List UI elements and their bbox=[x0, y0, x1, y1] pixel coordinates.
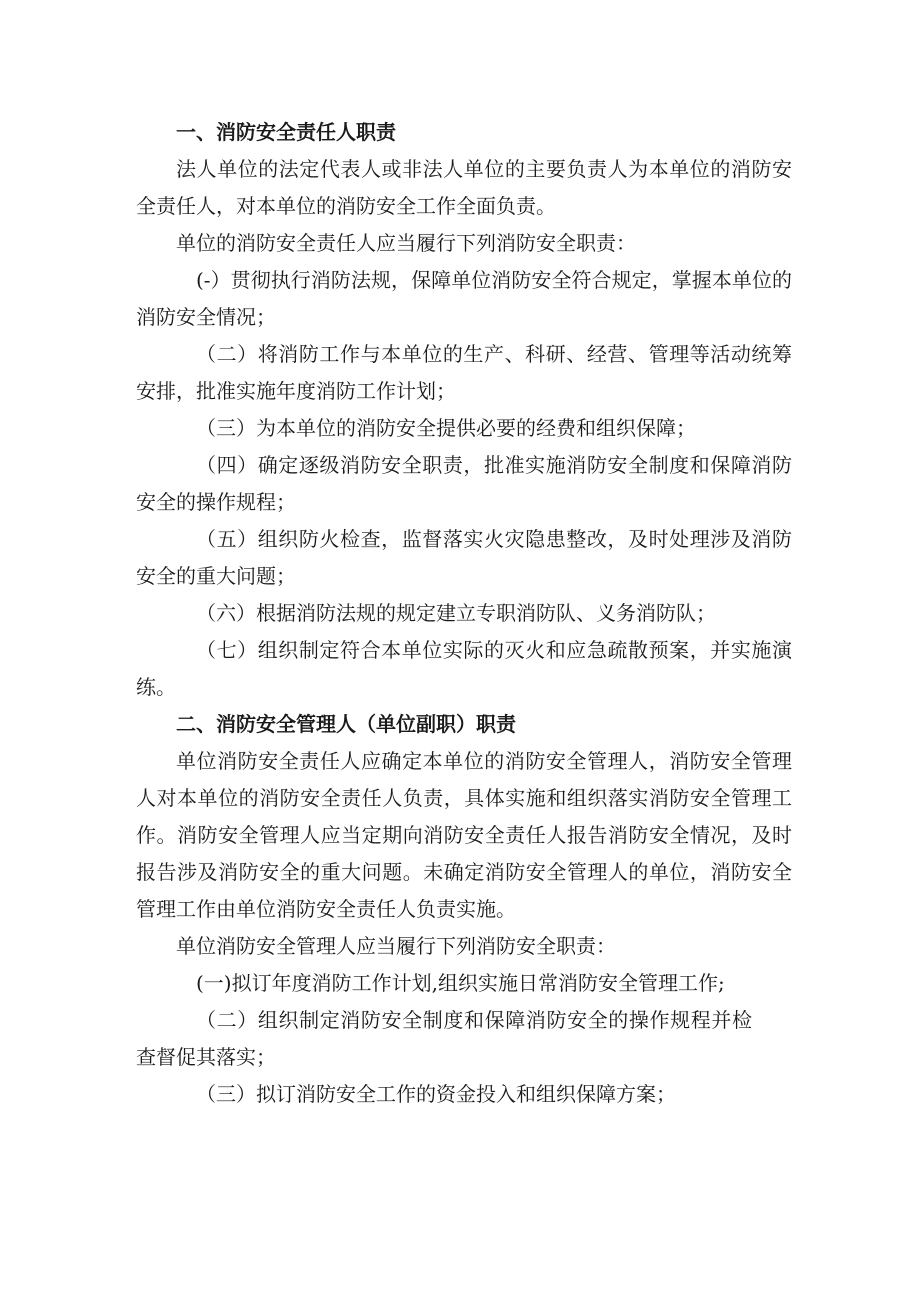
list-item: （四）确定逐级消防安全职责，批准实施消防安全制度和保障消防安全的操作规程； bbox=[136, 453, 792, 514]
list-item: （七）组织制定符合本单位实际的灭火和应急疏散预案，并实施演练。 bbox=[136, 638, 792, 699]
list-item: （三）拟订消防安全工作的资金投入和组织保障方案； bbox=[196, 1082, 676, 1106]
list-item: （五）组织防火检查，监督落实火灾隐患整改，及时处理涉及消防安全的重大问题； bbox=[136, 527, 792, 588]
paragraph: 单位消防安全责任人应确定本单位的消防安全管理人，消防安全管理人对本单位的消防安全责任人负责，具体实施和组织落实消防安全管理工作。消防安全管理人应当定期向消防安全责任人报告消防安全情况，及时报告涉及消防安全的重大问题。未确定消防安全管理人的单位，消防安全管理工作由单位消防安全责任人负责实施。 bbox=[136, 749, 792, 921]
list-item: （二）组织制定消防安全制度和保障消防安全的操作规程并检查督促其落实； bbox=[136, 1008, 752, 1069]
list-item: (一)拟订年度消防工作计划,组织实施日常消防安全管理工作; bbox=[196, 971, 725, 995]
list-item: （三）为本单位的消防安全提供必要的经费和组织保障； bbox=[196, 416, 696, 440]
paragraph: 法人单位的法定代表人或非法人单位的主要负责人为本单位的消防安全责任人，对本单位的消防安全工作全面负责。 bbox=[136, 157, 792, 218]
list-item: （二）将消防工作与本单位的生产、科研、经营、管理等活动统筹安排，批准实施年度消防工作计划； bbox=[136, 342, 792, 403]
section-heading-2: 二、消防安全管理人（单位副职）职责 bbox=[176, 712, 516, 736]
list-item: (-）贯彻执行消防法规，保障单位消防安全符合规定，掌握本单位的消防安全情况； bbox=[136, 268, 792, 329]
list-item: （六）根据消防法规的规定建立专职消防队、义务消防队； bbox=[196, 601, 716, 625]
paragraph: 单位消防安全管理人应当履行下列消防安全职责： bbox=[176, 934, 616, 958]
paragraph: 单位的消防安全责任人应当履行下列消防安全职责： bbox=[176, 231, 636, 255]
document-body bbox=[136, 114, 792, 1113]
section-heading-1: 一、消防安全责任人职责 bbox=[176, 120, 396, 144]
